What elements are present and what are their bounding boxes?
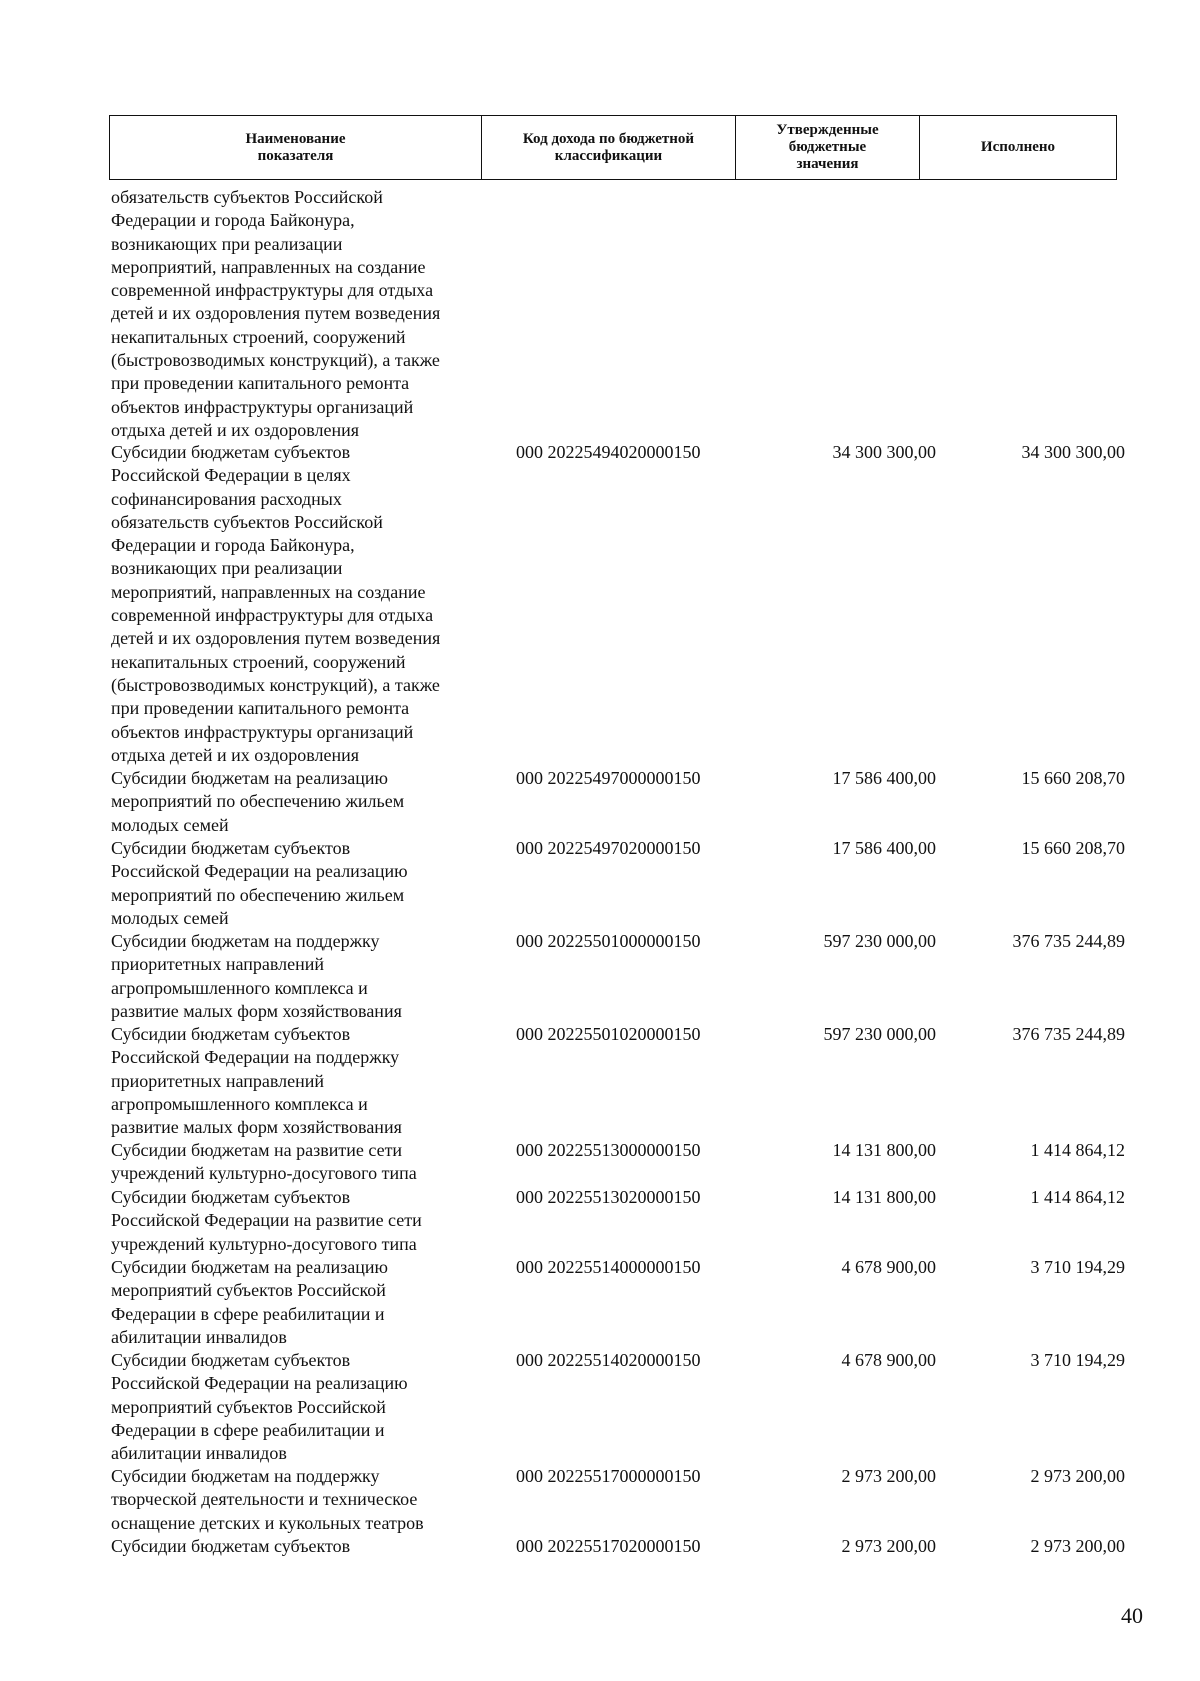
header-name: Наименование показателя — [110, 116, 482, 179]
row-approved: 2 973 200,00 — [841, 1466, 936, 1486]
row-approved: 14 131 800,00 — [832, 1187, 936, 1207]
row-approved: 4 678 900,00 — [841, 1350, 936, 1370]
row-name: Субсидии бюджетам субъектов Российской Федерации на реализацию мероприятий субъектов Российской Федерации в сфере реабилитации и абилитации инвалидов — [111, 1350, 408, 1464]
row-executed: 1 414 864,12 — [1030, 1187, 1125, 1207]
row-name: Субсидии бюджетам субъектов — [111, 1536, 351, 1556]
header-code: Код дохода по бюджетной классификации — [482, 116, 736, 179]
row-executed: 15 660 208,70 — [1021, 768, 1125, 788]
row-approved: 17 586 400,00 — [832, 838, 936, 858]
row-executed: 3 710 194,29 — [1030, 1350, 1125, 1370]
page-number: 40 — [1121, 1603, 1143, 1628]
row-executed: 2 973 200,00 — [1030, 1466, 1125, 1486]
row-code: 000 20225501000000150 — [516, 931, 701, 951]
row-name: Субсидии бюджетам на развитие сети учреждений культурно-досугового типа — [111, 1140, 417, 1184]
row-code: 000 20225517020000150 — [516, 1536, 701, 1556]
row-name: Субсидии бюджетам субъектов Российской Федерации на поддержку приоритетных направлений агропромышленного комплекса и развитие малых форм хозяйствования — [111, 1024, 402, 1138]
row-executed: 376 735 244,89 — [1012, 1024, 1125, 1044]
header-executed: Исполнено — [980, 139, 1056, 155]
row-name: Субсидии бюджетам на реализацию мероприятий субъектов Российской Федерации в сфере реабилитации и абилитации инвалидов — [111, 1257, 388, 1347]
row-approved: 4 678 900,00 — [841, 1257, 936, 1277]
row-code: 000 20225494020000150 — [516, 442, 701, 462]
row-approved: 14 131 800,00 — [832, 1140, 936, 1160]
row-name: Субсидии бюджетам на поддержку творческой деятельности и техническое оснащение детских и кукольных театров — [111, 1466, 424, 1533]
table-header — [109, 115, 1117, 180]
row-code: 000 20225514020000150 — [516, 1350, 701, 1370]
row-name: Субсидии бюджетам субъектов Российской Федерации в целях софинансирования расходных обязательств субъектов Российской Федерации и города Байконура, возникающих при реализации мероприятий, направленных на создание современной инфраструктуры для отдыха детей и их оздоровления путем возведения некапитальных строений, сооружений (быстровозводимых конструкций), а также при проведении капитального ремонта объектов инфраструктуры организаций отдыха детей и их оздоровления — [111, 442, 441, 765]
row-code: 000 20225497020000150 — [516, 838, 701, 858]
row-code: 000 20225514000000150 — [516, 1257, 701, 1277]
row-approved: 597 230 000,00 — [823, 931, 936, 951]
row-name: Субсидии бюджетам на реализацию мероприятий по обеспечению жильем молодых семей — [111, 768, 405, 835]
row-code: 000 20225501020000150 — [516, 1024, 701, 1044]
row-executed: 3 710 194,29 — [1030, 1257, 1125, 1277]
row-approved: 2 973 200,00 — [841, 1536, 936, 1556]
row-code: 000 20225513000000150 — [516, 1140, 701, 1160]
row-code: 000 20225497000000150 — [516, 768, 701, 788]
row-code: 000 20225517000000150 — [516, 1466, 701, 1486]
row-executed: 2 973 200,00 — [1030, 1536, 1125, 1556]
row-name: Субсидии бюджетам субъектов Российской Федерации на реализацию мероприятий по обеспечению жильем молодых семей — [111, 838, 408, 928]
row-name: Субсидии бюджетам субъектов Российской Федерации на развитие сети учреждений культурно-досугового типа — [111, 1187, 422, 1254]
row-name: обязательств субъектов Российской Федерации и города Байконура, возникающих при реализации мероприятий, направленных на создание современной инфраструктуры для отдыха детей и их оздоровления путем возведения некапитальных строений, сооружений (быстровозводимых конструкций), а также при проведении капитального ремонта объектов инфраструктуры организаций отдыха детей и их оздоровления — [111, 187, 441, 440]
row-code: 000 20225513020000150 — [516, 1187, 701, 1207]
header-approved: Утвержденные бюджетные значения — [736, 116, 920, 179]
row-approved: 34 300 300,00 — [832, 442, 936, 462]
row-executed: 376 735 244,89 — [1012, 931, 1125, 951]
row-approved: 17 586 400,00 — [832, 768, 936, 788]
row-name: Субсидии бюджетам на поддержку приоритетных направлений агропромышленного комплекса и развитие малых форм хозяйствования — [111, 931, 402, 1021]
row-executed: 15 660 208,70 — [1021, 838, 1125, 858]
row-executed: 1 414 864,12 — [1030, 1140, 1125, 1160]
row-executed: 34 300 300,00 — [1021, 442, 1125, 462]
row-approved: 597 230 000,00 — [823, 1024, 936, 1044]
